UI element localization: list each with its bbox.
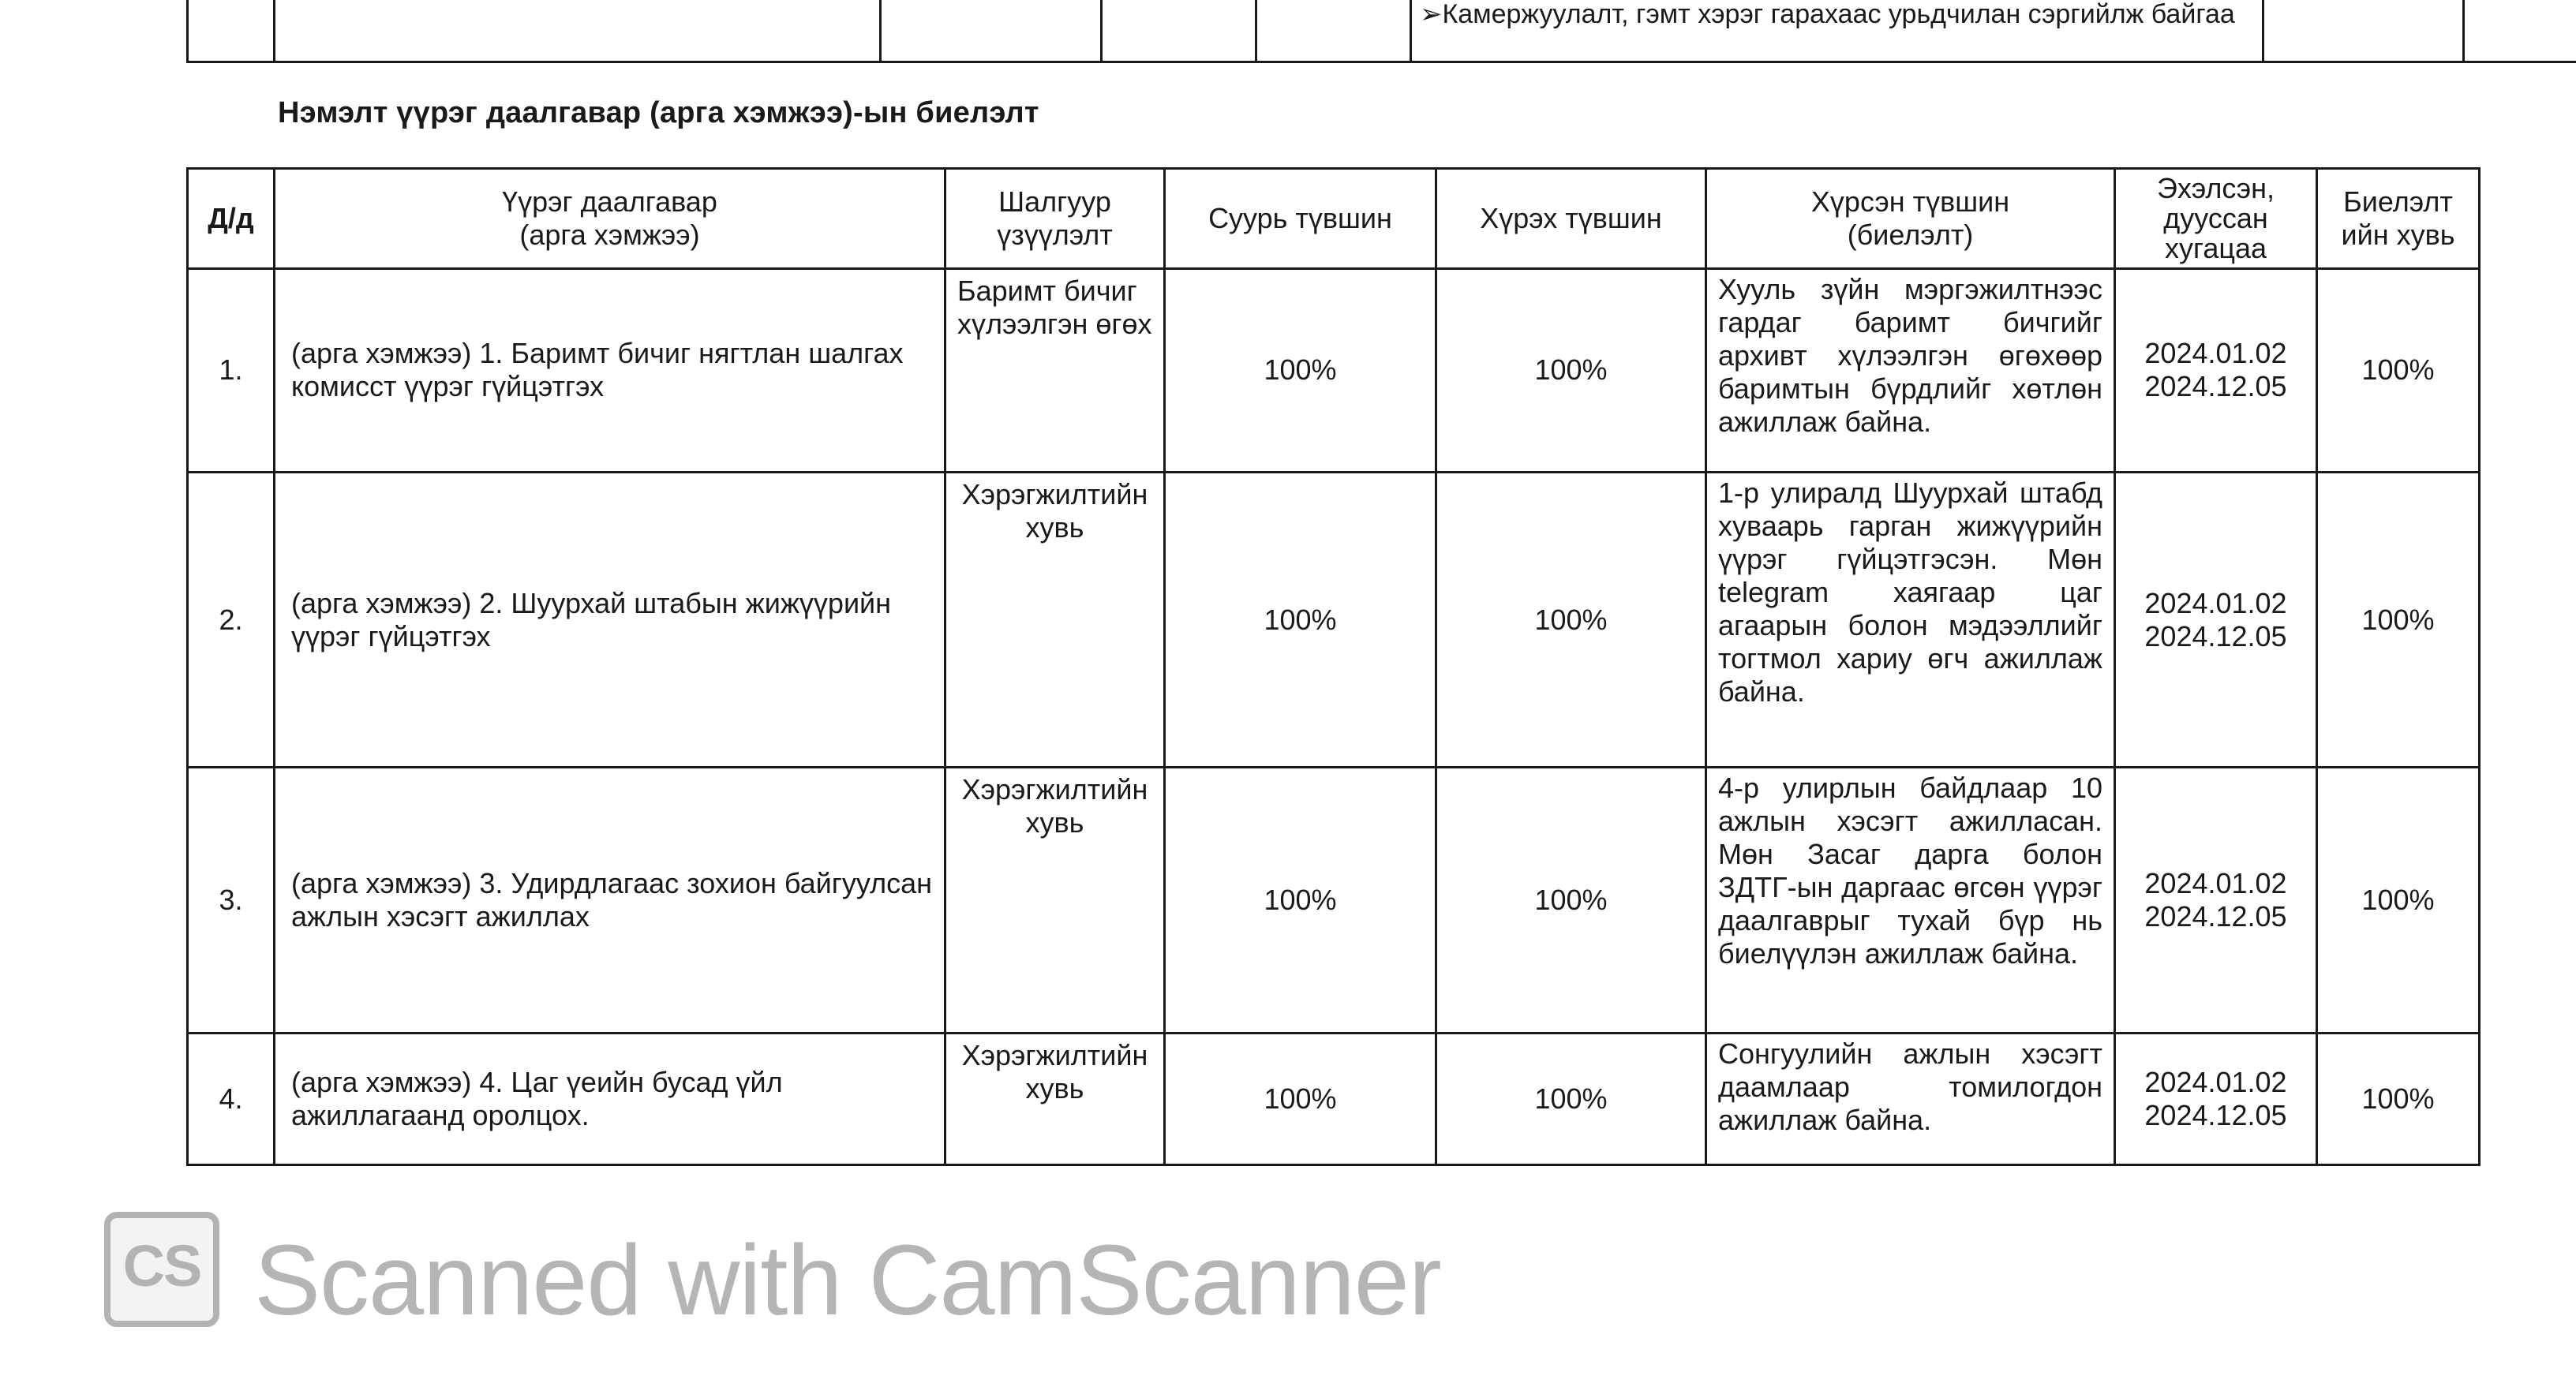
row-end-date: 2024.12.05 (2144, 900, 2287, 933)
row-percent: 100% (2317, 269, 2480, 473)
previous-table-text: ➢Камержуулалт, гэмт хэрэг гарахаас урьдчилан сэргийлж байгаа (1420, 0, 2235, 29)
row-period (2115, 269, 2317, 473)
row-percent: 100% (2317, 472, 2480, 768)
row-percent: 100% (2317, 1033, 2480, 1164)
table-row (188, 1033, 2480, 1164)
row-number: 1. (188, 269, 275, 473)
header-baseline: Суурь түвшин (1165, 169, 1436, 269)
implementation-table (186, 167, 2481, 1166)
row-task: (арга хэмжээ) 2. Шуурхай штабын жижүүрийн үүрэг гүйцэтгэх (275, 472, 945, 768)
row-criterion: Хэрэгжилтийн хувь (945, 1033, 1165, 1164)
header-achieved: Хүрсэн түвшин (биелэлт) (1706, 169, 2115, 269)
row-task: (арга хэмжээ) 1. Баримт бичиг нягтлан шалгах комисст үүрэг гүйцэтгэх (275, 269, 945, 473)
row-number: 4. (188, 1033, 275, 1164)
row-target: 100% (1436, 1033, 1706, 1164)
row-criterion: Баримт бичиг хүлээлгэн өгөх (945, 269, 1165, 473)
row-period (2115, 1033, 2317, 1164)
row-start-date: 2024.01.02 (2144, 867, 2287, 900)
row-baseline: 100% (1165, 269, 1436, 473)
camscanner-logo-text: CS (122, 1233, 201, 1299)
row-target: 100% (1436, 472, 1706, 768)
row-period (2115, 472, 2317, 768)
row-end-date: 2024.12.05 (2144, 619, 2287, 652)
camscanner-logo-icon (104, 1212, 219, 1327)
header-percent: Биелэлт ийн хувь (2317, 169, 2480, 269)
row-start-date: 2024.01.02 (2144, 337, 2287, 370)
row-achieved: 1-р улиралд Шуурхай штабд хуваарь гарган жижүүрийн үүрэг гүйцэтгэсэн. Мөн telegram хаягаар цаг агаарын болон мэдээллийг тогтмол хариу өгч ажиллаж байна. (1706, 472, 2115, 768)
row-number: 3. (188, 768, 275, 1033)
row-criterion: Хэрэгжилтийн хувь (945, 472, 1165, 768)
header-period: Эхэлсэн, дууссан хугацаа (2115, 169, 2317, 269)
row-start-date: 2024.01.02 (2144, 1065, 2287, 1098)
table-row (188, 269, 2480, 473)
row-end-date: 2024.12.05 (2144, 370, 2287, 403)
header-target: Хүрэх түвшин (1436, 169, 1706, 269)
row-achieved: Хууль зүйн мэргэжилтнээс гардаг баримт бичгийг архивт хүлээлгэн өгөхөөр баримтын бүрдлийг хөтлөн ажиллаж байна. (1706, 269, 2115, 473)
row-criterion: Хэрэгжилтийн хувь (945, 768, 1165, 1033)
previous-table-last-row (188, 0, 2576, 62)
row-period (2115, 768, 2317, 1033)
camscanner-watermark (104, 1212, 1446, 1336)
section-title: Нэмэлт үүрэг даалгавар (арга хэмжээ)-ын биелэлт (278, 96, 1039, 129)
row-target: 100% (1436, 269, 1706, 473)
row-achieved: 4-р улирлын байдлаар 10 ажлын хэсэгт ажилласан. Мөн Засаг дарга болон ЗДТГ-ын даргаас өгсөн үүрэг даалгаврыг тухай бүр нь биелүүлэн ажиллаж байна. (1706, 768, 2115, 1033)
row-start-date: 2024.01.02 (2144, 586, 2287, 619)
row-target: 100% (1436, 768, 1706, 1033)
header-task: Үүрэг даалгавар (арга хэмжээ) (275, 169, 945, 269)
header-no: Д/д (188, 169, 275, 269)
row-baseline: 100% (1165, 768, 1436, 1033)
table-header-row (188, 169, 2480, 269)
row-task: (арга хэмжээ) 4. Цаг үеийн бусад үйл ажиллагаанд оролцох. (275, 1033, 945, 1164)
row-number: 2. (188, 472, 275, 768)
row-baseline: 100% (1165, 472, 1436, 768)
row-task: (арга хэмжээ) 3. Удирдлагаас зохион байгуулсан ажлын хэсэгт ажиллах (275, 768, 945, 1033)
previous-table-fragment (186, 0, 2576, 63)
row-baseline: 100% (1165, 1033, 1436, 1164)
camscanner-text: Scanned with CamScanner (254, 1224, 1441, 1336)
row-end-date: 2024.12.05 (2144, 1098, 2287, 1131)
table-row (188, 472, 2480, 768)
row-percent: 100% (2317, 768, 2480, 1033)
row-achieved: Сонгуулийн ажлын хэсэгт даамлаар томилогдон ажиллаж байна. (1706, 1033, 2115, 1164)
table-row (188, 768, 2480, 1033)
header-criterion: Шалгуур үзүүлэлт (945, 169, 1165, 269)
